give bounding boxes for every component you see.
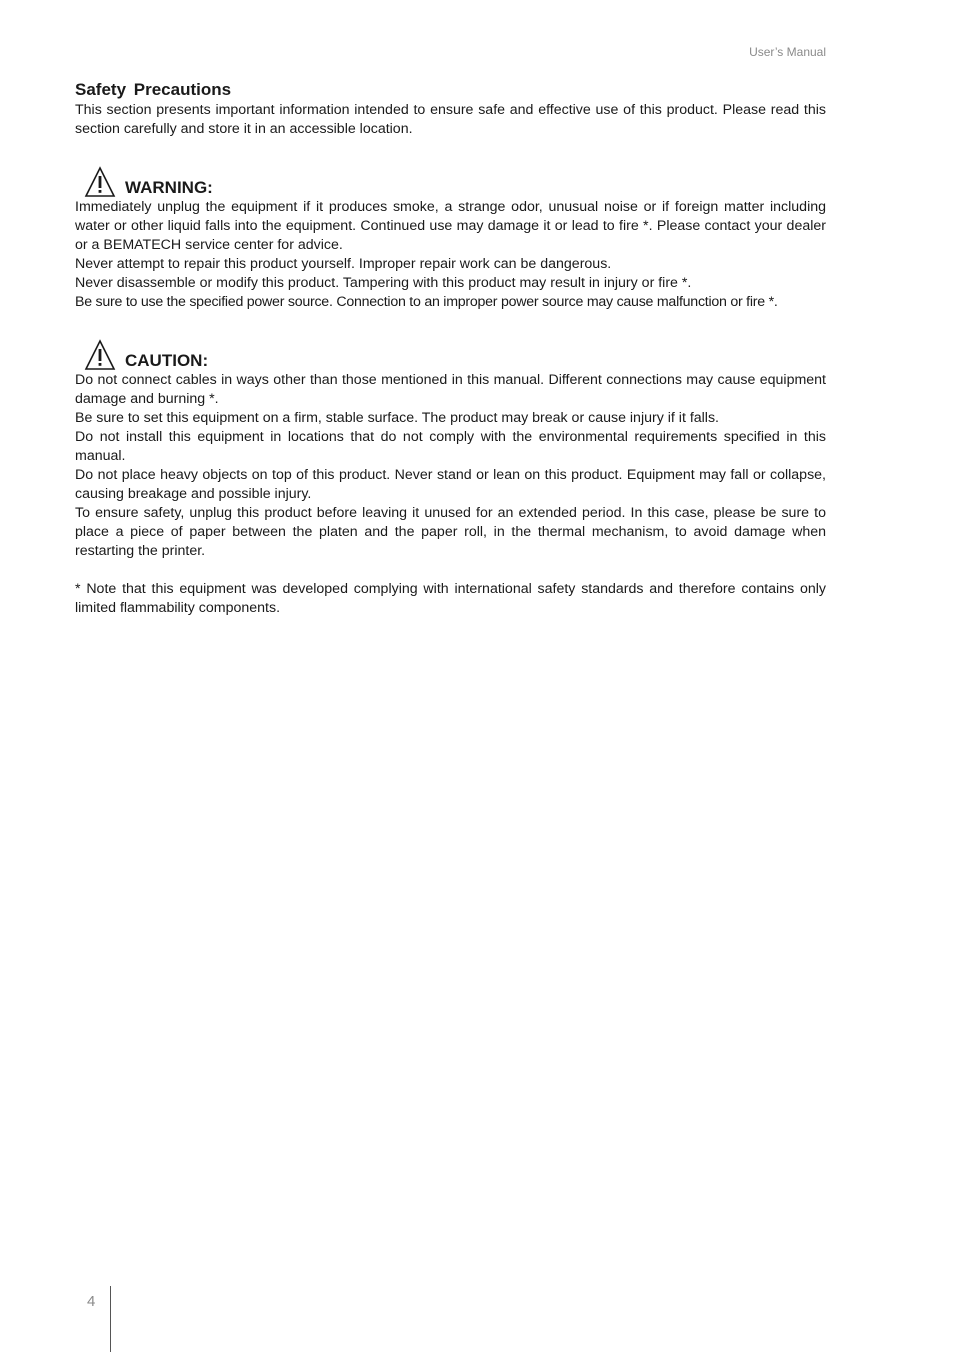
warning-item: Never disassemble or modify this product. Tampering with this product may result in injury or fire *. bbox=[75, 275, 692, 291]
warning-item: Be sure to use the specified power source. Connection to an improper power source may cause malfunction or fire *. bbox=[75, 294, 778, 310]
caution-item: Do not install this equipment in locations that do not comply with the environmental requirements specified in this manual. bbox=[75, 429, 826, 464]
warning-triangle-icon bbox=[84, 166, 116, 198]
caution-item: Do not place heavy objects on top of this product. Never stand or lean on this product. Equipment may fall or collapse, causing breakage and possible injury. bbox=[75, 467, 826, 502]
running-header: User’s Manual bbox=[749, 45, 826, 59]
warning-heading bbox=[75, 165, 826, 198]
caution-item: Be sure to set this equipment on a firm, stable surface. The product may break or cause injury if it falls. bbox=[75, 410, 719, 426]
footer-divider bbox=[110, 1286, 111, 1352]
warning-item: Never attempt to repair this product yourself. Improper repair work can be dangerous. bbox=[75, 256, 612, 272]
page-number: 4 bbox=[87, 1293, 96, 1310]
footnote: * Note that this equipment was developed complying with international safety standards and therefore contains only limited flammability components. bbox=[75, 581, 826, 616]
page-content bbox=[75, 79, 826, 618]
caution-item: Do not connect cables in ways other than those mentioned in this manual. Different connections may cause equipment damage and burning *. bbox=[75, 372, 826, 407]
caution-triangle-icon bbox=[84, 339, 116, 371]
section-intro: This section presents important information intended to ensure safe and effective use of this product. Please read this section carefully and store it in an accessible location. bbox=[75, 102, 826, 137]
caution-title: CAUTION: bbox=[125, 351, 209, 370]
section-title: Safety Precautions bbox=[75, 80, 232, 99]
caution-heading bbox=[75, 338, 826, 371]
warning-item: Immediately unplug the equipment if it produces smoke, a strange odor, unusual noise or if foreign matter including water or other liquid falls into the equipment. Continued use may damage it or lead to fire *. Please contact your dealer or a BEMATECH service center for advice. bbox=[75, 199, 826, 253]
warning-title: WARNING: bbox=[125, 178, 213, 197]
caution-item: To ensure safety, unplug this product before leaving it unused for an extended period. In this case, please be sure to place a piece of paper between the platen and the paper roll, in the thermal mechanism, to avoid damage when restarting the printer. bbox=[75, 505, 826, 559]
